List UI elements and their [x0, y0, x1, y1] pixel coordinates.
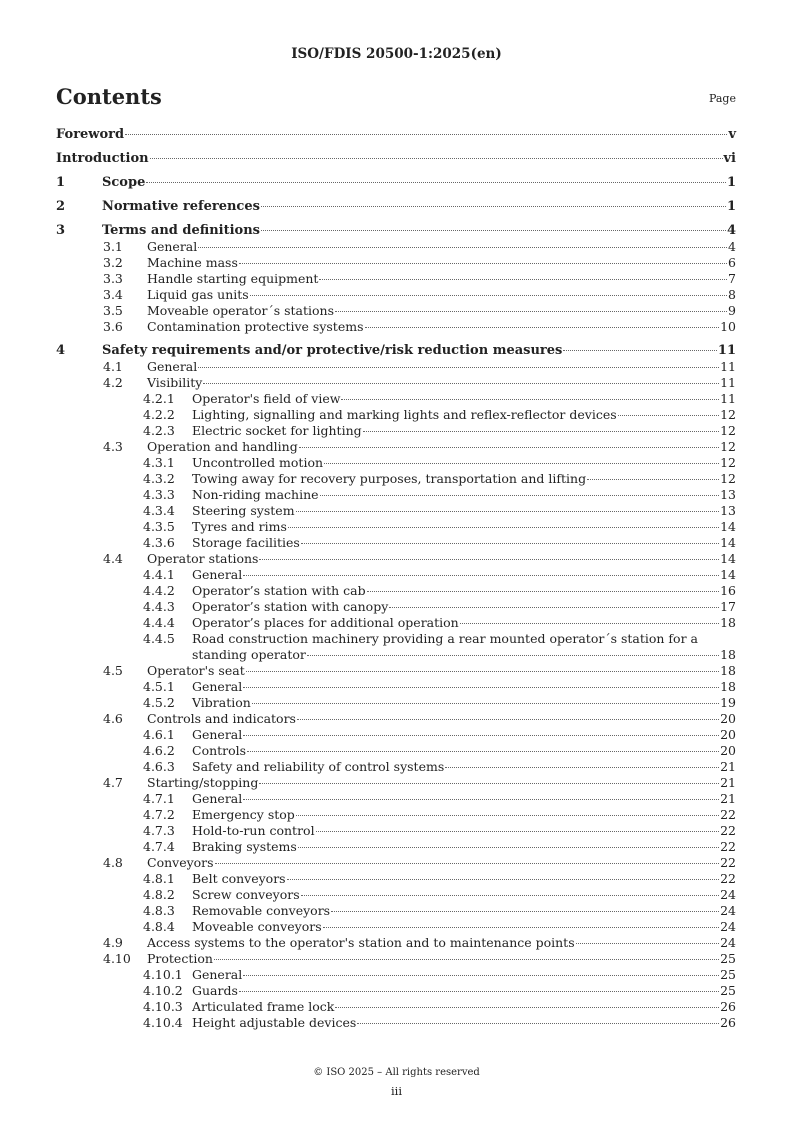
toc-entry-number: 1: [56, 175, 66, 190]
toc-entry-page: 22: [720, 807, 736, 822]
dot-leader: [307, 655, 719, 656]
toc-entry[interactable]: [56, 519, 736, 535]
dot-leader: [243, 687, 719, 688]
dot-leader: [324, 463, 719, 464]
toc-entry[interactable]: [56, 127, 736, 143]
toc-entry-page: 12: [720, 407, 736, 422]
toc-entry-title: Access systems to the operator's station and to maintenance points: [147, 935, 575, 950]
toc-entry[interactable]: [56, 503, 736, 519]
toc-entry[interactable]: [56, 551, 736, 567]
toc-entry-page: 13: [720, 503, 736, 518]
toc-entry-page: 16: [720, 583, 736, 598]
toc-entry[interactable]: [56, 151, 736, 167]
toc-entry-title: Guards: [192, 983, 238, 998]
toc-entry-page: 14: [720, 535, 736, 550]
toc-entry-number: 2: [56, 199, 66, 214]
toc-entry-page: 14: [720, 551, 736, 566]
toc-entry-title: Scope: [102, 175, 146, 190]
toc-entry[interactable]: [56, 535, 736, 551]
toc-entry-page: 22: [720, 855, 736, 870]
toc-entry-number: 4: [56, 343, 66, 358]
toc-entry-number: 4.5.1: [143, 679, 175, 694]
toc-entry-title: General: [192, 791, 243, 806]
toc-entry-title: Road construction machinery providing a rear mounted operator´s station for a: [192, 631, 698, 646]
toc-entry[interactable]: [56, 615, 736, 631]
toc-entry-number: 4.2.3: [143, 423, 175, 438]
toc-entry-page: 11: [720, 375, 736, 390]
toc-entry-page: 19: [720, 695, 736, 710]
toc-entry-title: Lighting, signalling and marking lights and reflex-reflector devices: [192, 407, 617, 422]
toc-entry-number: 4.7.4: [143, 839, 175, 854]
toc-entry-number: 4.4.5: [143, 631, 175, 646]
dot-leader: [214, 959, 719, 960]
toc-entry-title: Articulated frame lock: [192, 999, 335, 1014]
toc-entry-number: 4.8.4: [143, 919, 175, 934]
toc-entry-title: Conveyors: [147, 855, 214, 870]
dot-leader: [246, 671, 719, 672]
toc-entry-page: 14: [720, 519, 736, 534]
toc-entry-page: 25: [720, 951, 736, 966]
toc-entry-title: Operator’s station with canopy: [192, 599, 389, 614]
toc-entry[interactable]: [56, 303, 736, 319]
dot-leader: [259, 559, 719, 560]
toc-entry-page: 24: [720, 887, 736, 902]
toc-entry-page: 10: [720, 319, 736, 334]
toc-entry-title: Machine mass: [147, 255, 238, 270]
toc-entry-number: 4.7.3: [143, 823, 175, 838]
dot-leader: [215, 863, 720, 864]
page-column-label: Page: [708, 92, 736, 105]
toc-entry[interactable]: [56, 999, 736, 1015]
toc-entry-page: 25: [720, 983, 736, 998]
toc-entry-title: Operator's field of view: [192, 391, 341, 406]
toc-entry-page: 7: [728, 271, 736, 286]
toc-entry-title: Safety and reliability of control systems: [192, 759, 445, 774]
toc-entry[interactable]: [56, 567, 736, 583]
toc-entry-title: Electric socket for lighting: [192, 423, 362, 438]
toc-entry-number: 4.4.4: [143, 615, 175, 630]
toc-entry-page: 13: [720, 487, 736, 502]
toc-entry-title: Introduction: [56, 151, 149, 166]
toc-entry[interactable]: [56, 599, 736, 615]
toc-entry-title: General: [147, 239, 198, 254]
toc-entry[interactable]: [56, 695, 736, 711]
toc-entry[interactable]: [56, 759, 736, 775]
dot-leader: [320, 495, 720, 496]
toc-entry-title: Controls and indicators: [147, 711, 296, 726]
toc-entry-page: vi: [723, 151, 736, 166]
toc-entry-page: 18: [720, 647, 736, 662]
toc-entry-page: v: [728, 127, 736, 142]
toc-entry-number: 3.6: [103, 319, 123, 334]
toc-entry-title: Visibility: [147, 375, 203, 390]
toc-entry-page: 6: [728, 255, 736, 270]
toc-entry-title-continued: standing operator: [192, 647, 306, 662]
toc-entry-number: 4.5: [103, 663, 123, 678]
toc-entry-number: 3: [56, 223, 66, 238]
toc-entry-number: 4.3.6: [143, 535, 175, 550]
toc-entry[interactable]: [56, 983, 736, 999]
toc-entry[interactable]: [56, 871, 736, 887]
toc-entry-number: 4.2: [103, 375, 123, 390]
toc-entry-title: Moveable conveyors: [192, 919, 322, 934]
toc-entry-page: 11: [720, 391, 736, 406]
toc-entry-page: 12: [720, 455, 736, 470]
toc-entry[interactable]: [56, 471, 736, 487]
toc-entry-title: Safety requirements and/or protective/risk reduction measures: [102, 343, 563, 358]
toc-entry-title: Steering system: [192, 503, 295, 518]
toc-entry-title: Storage facilities: [192, 535, 300, 550]
toc-entry-title: Vibration: [192, 695, 251, 710]
dot-leader: [247, 751, 719, 752]
toc-entry-title: General: [192, 727, 243, 742]
dot-leader: [563, 350, 717, 351]
toc-entry-page: 20: [720, 727, 736, 742]
dot-leader: [301, 543, 719, 544]
toc-entry[interactable]: [56, 679, 736, 695]
dot-leader: [288, 527, 719, 528]
toc-entry-number: 4.3.2: [143, 471, 175, 486]
toc-entry-title: Controls: [192, 743, 247, 758]
toc-entry-page: 11: [720, 359, 736, 374]
toc-entry-title: Contamination protective systems: [147, 319, 364, 334]
toc-entry-page: 24: [720, 903, 736, 918]
toc-entry[interactable]: [56, 775, 736, 791]
toc-entry-number: 4.5.2: [143, 695, 175, 710]
toc-entry-title: Uncontrolled motion: [192, 455, 324, 470]
dot-leader: [445, 767, 719, 768]
toc-entry-number: 3.1: [103, 239, 123, 254]
toc-entry-number: 4.3: [103, 439, 123, 454]
toc-entry[interactable]: [56, 255, 736, 271]
toc-entry-number: 4.10.3: [143, 999, 183, 1014]
toc-entry-page: 18: [720, 663, 736, 678]
toc-entry-page: 8: [728, 287, 736, 302]
dot-leader: [363, 431, 719, 432]
toc-entry[interactable]: [56, 239, 736, 255]
toc-entry-number: 4.4: [103, 551, 123, 566]
toc-entry-number: 4.6.3: [143, 759, 175, 774]
toc-entry[interactable]: [56, 855, 736, 871]
toc-entry[interactable]: [56, 319, 736, 335]
toc-entry[interactable]: [56, 839, 736, 855]
toc-entry-page: 20: [720, 711, 736, 726]
toc-entry[interactable]: [56, 711, 736, 727]
toc-entry-number: 3.4: [103, 287, 123, 302]
toc-entry-title: Terms and definitions: [102, 223, 260, 238]
toc-entry[interactable]: [56, 887, 736, 903]
toc-entry-number: 4.10.4: [143, 1015, 183, 1030]
toc-entry-title: Moveable operator´s stations: [147, 303, 335, 318]
toc-entry-title: Removable conveyors: [192, 903, 331, 918]
toc-entry-title: Height adjustable devices: [192, 1015, 357, 1030]
toc-entry[interactable]: [56, 727, 736, 743]
toc-entry[interactable]: [56, 935, 736, 951]
toc-entry-title: Foreword: [56, 127, 125, 142]
dot-leader: [243, 975, 719, 976]
toc-entry-number: 4.7.2: [143, 807, 175, 822]
dot-leader: [150, 158, 723, 159]
toc-entry-page: 1: [726, 199, 736, 214]
toc-entry-number: 4.4.3: [143, 599, 175, 614]
dot-leader: [198, 247, 727, 248]
toc-entry-number: 4.3.1: [143, 455, 175, 470]
toc-entry[interactable]: [56, 743, 736, 759]
toc-entry[interactable]: [56, 175, 736, 191]
toc-entry-page: 4: [728, 239, 736, 254]
dot-leader: [367, 591, 719, 592]
toc-entry[interactable]: [56, 359, 736, 375]
dot-leader: [296, 815, 719, 816]
toc-entry-page: 11: [717, 343, 736, 358]
toc-entry[interactable]: [56, 439, 736, 455]
toc-entry-page: 12: [720, 439, 736, 454]
page-number: iii: [390, 1084, 403, 1098]
dot-leader: [365, 327, 720, 328]
toc-entry-title: Handle starting equipment: [147, 271, 319, 286]
toc-entry-page: 14: [720, 567, 736, 582]
dot-leader: [301, 895, 719, 896]
toc-entry-page: 26: [720, 1015, 736, 1030]
toc-entry-page: 9: [728, 303, 736, 318]
table-of-contents: [56, 127, 736, 1031]
dot-leader: [243, 799, 719, 800]
toc-entry[interactable]: [56, 951, 736, 967]
dot-leader: [587, 479, 719, 480]
toc-entry[interactable]: [56, 375, 736, 391]
toc-entry-page: 25: [720, 967, 736, 982]
dot-leader: [319, 279, 727, 280]
toc-entry-number: 4.8.1: [143, 871, 175, 886]
toc-entry-title: General: [192, 967, 243, 982]
toc-entry-number: 4.3.3: [143, 487, 175, 502]
toc-entry-number: 4.9: [103, 935, 123, 950]
toc-entry[interactable]: [56, 423, 736, 439]
toc-entry-number: 4.4.2: [143, 583, 175, 598]
dot-leader: [250, 295, 727, 296]
toc-entry-page: 21: [720, 775, 736, 790]
toc-entry[interactable]: [56, 807, 736, 823]
toc-entry-page: 24: [720, 919, 736, 934]
dot-leader: [323, 927, 719, 928]
toc-entry[interactable]: [56, 903, 736, 919]
toc-entry-title: General: [147, 359, 198, 374]
toc-entry-number: 3.3: [103, 271, 123, 286]
toc-entry-number: 4.7: [103, 775, 123, 790]
toc-entry-number: 4.10.2: [143, 983, 183, 998]
toc-entry-number: 3.2: [103, 255, 123, 270]
copyright-notice: © ISO 2025 – All rights reserved: [313, 1067, 480, 1078]
toc-entry[interactable]: [56, 223, 736, 239]
toc-entry-page: 22: [720, 839, 736, 854]
toc-entry[interactable]: [56, 1015, 736, 1031]
toc-entry-number: 4.7.1: [143, 791, 175, 806]
toc-entry[interactable]: [56, 391, 736, 407]
toc-entry-page: 12: [720, 423, 736, 438]
dot-leader: [576, 943, 719, 944]
toc-entry-title: General: [192, 679, 243, 694]
dot-leader: [335, 1007, 719, 1008]
dot-leader: [261, 230, 726, 231]
dot-leader: [243, 735, 719, 736]
toc-entry[interactable]: [56, 455, 736, 471]
dot-leader: [146, 182, 726, 183]
toc-entry[interactable]: [56, 199, 736, 215]
toc-entry-title: Hold-to-run control: [192, 823, 315, 838]
toc-entry-title: Screw conveyors: [192, 887, 300, 902]
dot-leader: [239, 263, 727, 264]
toc-entry[interactable]: [56, 487, 736, 503]
toc-entry-number: 4.6: [103, 711, 123, 726]
toc-entry-title: Operator stations: [147, 551, 259, 566]
toc-entry-title: Belt conveyors: [192, 871, 286, 886]
toc-entry-title: Operator’s station with cab: [192, 583, 366, 598]
toc-entry-number: 4.8.2: [143, 887, 175, 902]
dot-leader: [297, 719, 719, 720]
toc-entry-number: 4.6.2: [143, 743, 175, 758]
toc-entry-title: Normative references: [102, 199, 260, 214]
toc-entry-page: 21: [720, 759, 736, 774]
dot-leader: [198, 367, 719, 368]
dot-leader: [296, 511, 720, 512]
dot-leader: [203, 383, 719, 384]
toc-entry-page: 4: [726, 223, 736, 238]
toc-entry-number: 3.5: [103, 303, 123, 318]
toc-entry-page: 18: [720, 615, 736, 630]
dot-leader: [316, 831, 720, 832]
toc-entry-page: 22: [720, 823, 736, 838]
toc-entry-page: 24: [720, 935, 736, 950]
toc-entry-title: Emergency stop: [192, 807, 295, 822]
toc-entry-title: Operation and handling: [147, 439, 298, 454]
toc-entry-title: Protection: [147, 951, 213, 966]
toc-entry-number: 4.4.1: [143, 567, 175, 582]
toc-entry-number: 4.6.1: [143, 727, 175, 742]
toc-entry-title: Starting/stopping: [147, 775, 259, 790]
dot-leader: [125, 134, 727, 135]
dot-leader: [357, 1023, 719, 1024]
dot-leader: [287, 879, 720, 880]
toc-entry-title: Liquid gas units: [147, 287, 249, 302]
dot-leader: [618, 415, 719, 416]
dot-leader: [261, 206, 726, 207]
toc-entry[interactable]: [56, 343, 736, 359]
dot-leader: [331, 911, 719, 912]
toc-entry[interactable]: [56, 287, 736, 303]
toc-entry[interactable]: [56, 919, 736, 935]
toc-entry-page: 20: [720, 743, 736, 758]
toc-entry-number: 4.10.1: [143, 967, 183, 982]
toc-entry[interactable]: [56, 271, 736, 287]
dot-leader: [298, 847, 719, 848]
toc-entry[interactable]: [56, 663, 736, 679]
toc-entry-page: 22: [720, 871, 736, 886]
toc-entry-title: Operator's seat: [147, 663, 245, 678]
document-header: ISO/FDIS 20500-1:2025(en): [291, 46, 502, 62]
toc-entry-title: Non-riding machine: [192, 487, 319, 502]
toc-entry-number: 4.8.3: [143, 903, 175, 918]
toc-entry[interactable]: [56, 967, 736, 983]
contents-title: Contents: [56, 84, 162, 109]
dot-leader: [259, 783, 719, 784]
toc-entry-title: Tyres and rims: [192, 519, 287, 534]
dot-leader: [299, 447, 719, 448]
toc-entry-title: Towing away for recovery purposes, transportation and lifting: [192, 471, 587, 486]
toc-entry-title: Operator’s places for additional operation: [192, 615, 459, 630]
toc-entry-page: 21: [720, 791, 736, 806]
toc-entry-page: 1: [726, 175, 736, 190]
toc-entry-number: 4.8: [103, 855, 123, 870]
toc-entry-page: 26: [720, 999, 736, 1014]
toc-entry[interactable]: [56, 583, 736, 599]
toc-entry-title: Braking systems: [192, 839, 297, 854]
toc-entry-page: 18: [720, 679, 736, 694]
toc-entry[interactable]: [56, 631, 736, 663]
toc-entry[interactable]: [56, 407, 736, 423]
dot-leader: [252, 703, 719, 704]
toc-entry-number: 4.3.5: [143, 519, 175, 534]
toc-entry[interactable]: [56, 823, 736, 839]
toc-entry-number: 4.2.2: [143, 407, 175, 422]
dot-leader: [389, 607, 719, 608]
toc-entry-number: 4.10: [103, 951, 131, 966]
dot-leader: [335, 311, 727, 312]
toc-entry-title: General: [192, 567, 243, 582]
toc-entry-number: 4.3.4: [143, 503, 175, 518]
toc-entry[interactable]: [56, 791, 736, 807]
toc-entry-page: 12: [720, 471, 736, 486]
dot-leader: [243, 575, 719, 576]
toc-entry-number: 4.2.1: [143, 391, 175, 406]
dot-leader: [460, 623, 719, 624]
toc-entry-number: 4.1: [103, 359, 123, 374]
dot-leader: [239, 991, 719, 992]
toc-entry-page: 17: [720, 599, 736, 614]
dot-leader: [341, 399, 719, 400]
